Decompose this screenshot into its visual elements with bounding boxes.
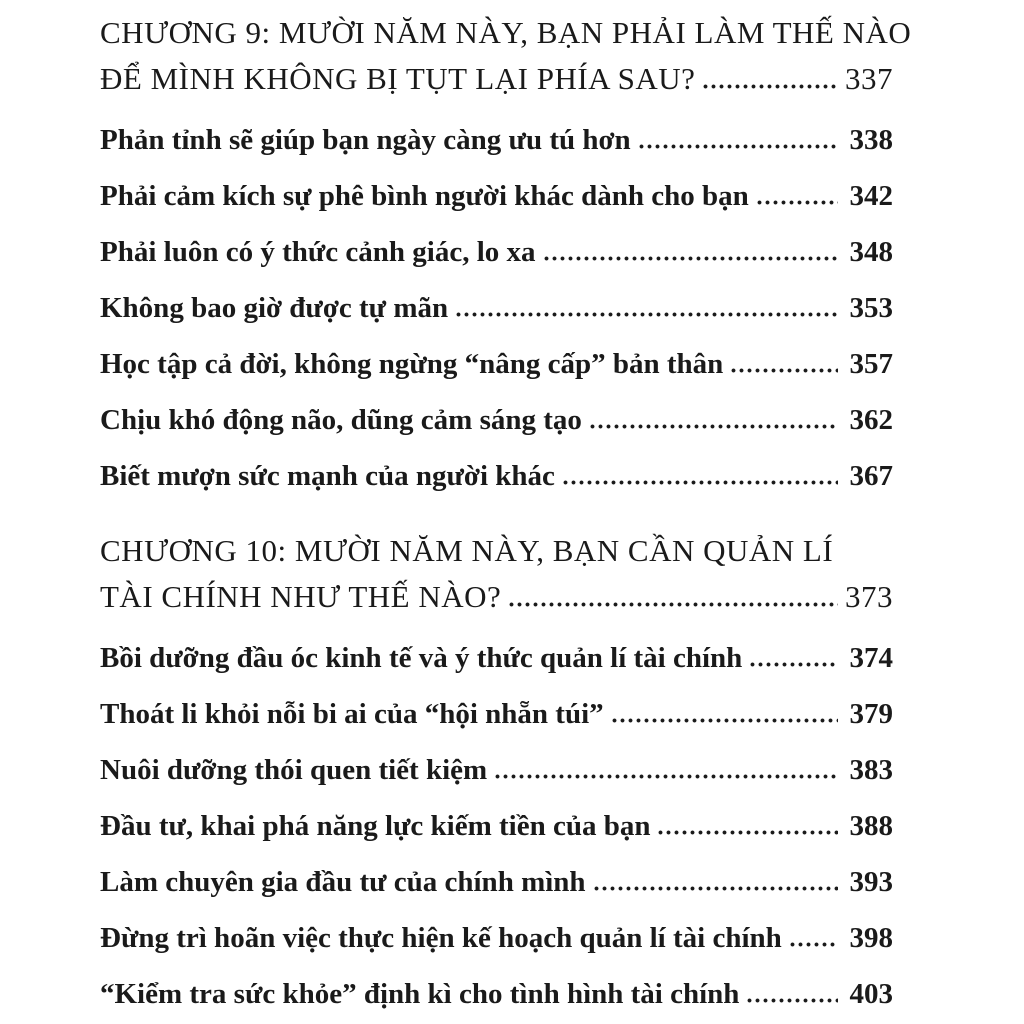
chapter-section-9: [100, 10, 912, 502]
toc-entry-page-number: 353: [849, 292, 893, 324]
dot-leader: [612, 718, 838, 723]
toc-entry: [100, 684, 893, 740]
dot-leader: [658, 830, 838, 835]
dot-leader: [544, 256, 838, 261]
toc-entry: [100, 964, 893, 1020]
toc-entry: [100, 166, 893, 222]
toc-entry-label: Phải cảm kích sự phê bình người khác dành cho bạn: [100, 180, 749, 212]
toc-entry-label: Không bao giờ được tự mãn: [100, 292, 449, 324]
toc-entry-page-number: 342: [849, 180, 893, 212]
toc-entry-page-number: 374: [849, 642, 893, 674]
toc-entry: [100, 222, 893, 278]
toc-entry-page-number: 338: [849, 124, 893, 156]
toc-entry: [100, 796, 893, 852]
chapter-10-title-line1: [100, 528, 893, 574]
dot-leader: [563, 480, 838, 485]
toc-entry-page-number: 348: [849, 236, 893, 268]
toc-entry-page-number: 403: [849, 978, 893, 1010]
dot-leader: [456, 312, 838, 317]
toc-entry-page-number: 398: [849, 922, 893, 954]
toc-entry-label: Đừng trì hoãn việc thực hiện kế hoạch quản lí tài chính: [100, 922, 782, 954]
toc-entry: [100, 390, 893, 446]
chapter-9-page-number: 337: [845, 61, 893, 96]
toc-entry-label: Nuôi dưỡng thói quen tiết kiệm: [100, 754, 488, 786]
dot-leader: [590, 424, 838, 429]
toc-entry: [100, 740, 893, 796]
toc-entry-page-number: 362: [849, 404, 893, 436]
toc-entry-label: Bồi dưỡng đầu óc kinh tế và ý thức quản lí tài chính: [100, 642, 743, 674]
toc-entry-page-number: 393: [849, 866, 893, 898]
chapter-10-title-line2: [100, 574, 893, 620]
dot-leader: [509, 602, 838, 607]
toc-entry-label: Học tập cả đời, không ngừng “nâng cấp” bản thân: [100, 348, 724, 380]
toc-entry: [100, 110, 893, 166]
toc-entry-label: “Kiểm tra sức khỏe” định kì cho tình hình tài chính: [100, 978, 740, 1010]
dot-leader: [790, 942, 838, 947]
toc-entry: [100, 852, 893, 908]
chapter-9-title: [100, 10, 912, 102]
chapter-9-title-text2: ĐỂ MÌNH KHÔNG BỊ TỤT LẠI PHÍA SAU?: [100, 61, 696, 96]
dot-leader: [495, 774, 838, 779]
toc-entry-page-number: 379: [849, 698, 893, 730]
toc-entry: [100, 908, 893, 964]
chapter-10-title-text2: TÀI CHÍNH NHƯ THẾ NÀO?: [100, 579, 502, 614]
dot-leader: [757, 200, 838, 205]
toc-entry: [100, 446, 893, 502]
toc-entry-label: Làm chuyên gia đầu tư của chính mình: [100, 866, 586, 898]
toc-entry-page-number: 367: [849, 460, 893, 492]
toc-entry-label: Đầu tư, khai phá năng lực kiếm tiền của bạn: [100, 810, 651, 842]
chapter-9-title-line2: [100, 56, 893, 102]
toc-entry-label: Chịu khó động não, dũng cảm sáng tạo: [100, 404, 582, 436]
toc-entry-page-number: 383: [849, 754, 893, 786]
chapter-section-10: [100, 528, 893, 1020]
dot-leader: [731, 368, 838, 373]
toc-entry-label: Phải luôn có ý thức cảnh giác, lo xa: [100, 236, 536, 268]
chapter-10-title: [100, 528, 893, 620]
toc-entry: [100, 278, 893, 334]
chapter-10-title-text1: CHƯƠNG 10: MƯỜI NĂM NÀY, BẠN CẦN QUẢN LÍ: [100, 533, 834, 568]
chapter-9-title-text1: CHƯƠNG 9: MƯỜI NĂM NÀY, BẠN PHẢI LÀM THẾ NÀO: [100, 15, 912, 50]
chapter-10-page-number: 373: [845, 579, 893, 614]
toc-entry: [100, 628, 893, 684]
toc-entry-page-number: 357: [849, 348, 893, 380]
toc-entry-page-number: 388: [849, 810, 893, 842]
toc-entry: [100, 334, 893, 390]
dot-leader: [750, 662, 838, 667]
dot-leader: [594, 886, 838, 891]
toc-entry-label: Phản tỉnh sẽ giúp bạn ngày càng ưu tú hơn: [100, 124, 631, 156]
dot-leader: [703, 84, 838, 89]
toc-entry-label: Thoát li khỏi nỗi bi ai của “hội nhẵn túi”: [100, 698, 604, 730]
dot-leader: [747, 998, 838, 1003]
toc-entry-label: Biết mượn sức mạnh của người khác: [100, 460, 555, 492]
chapter-9-title-line1: [100, 10, 912, 56]
dot-leader: [639, 144, 838, 149]
